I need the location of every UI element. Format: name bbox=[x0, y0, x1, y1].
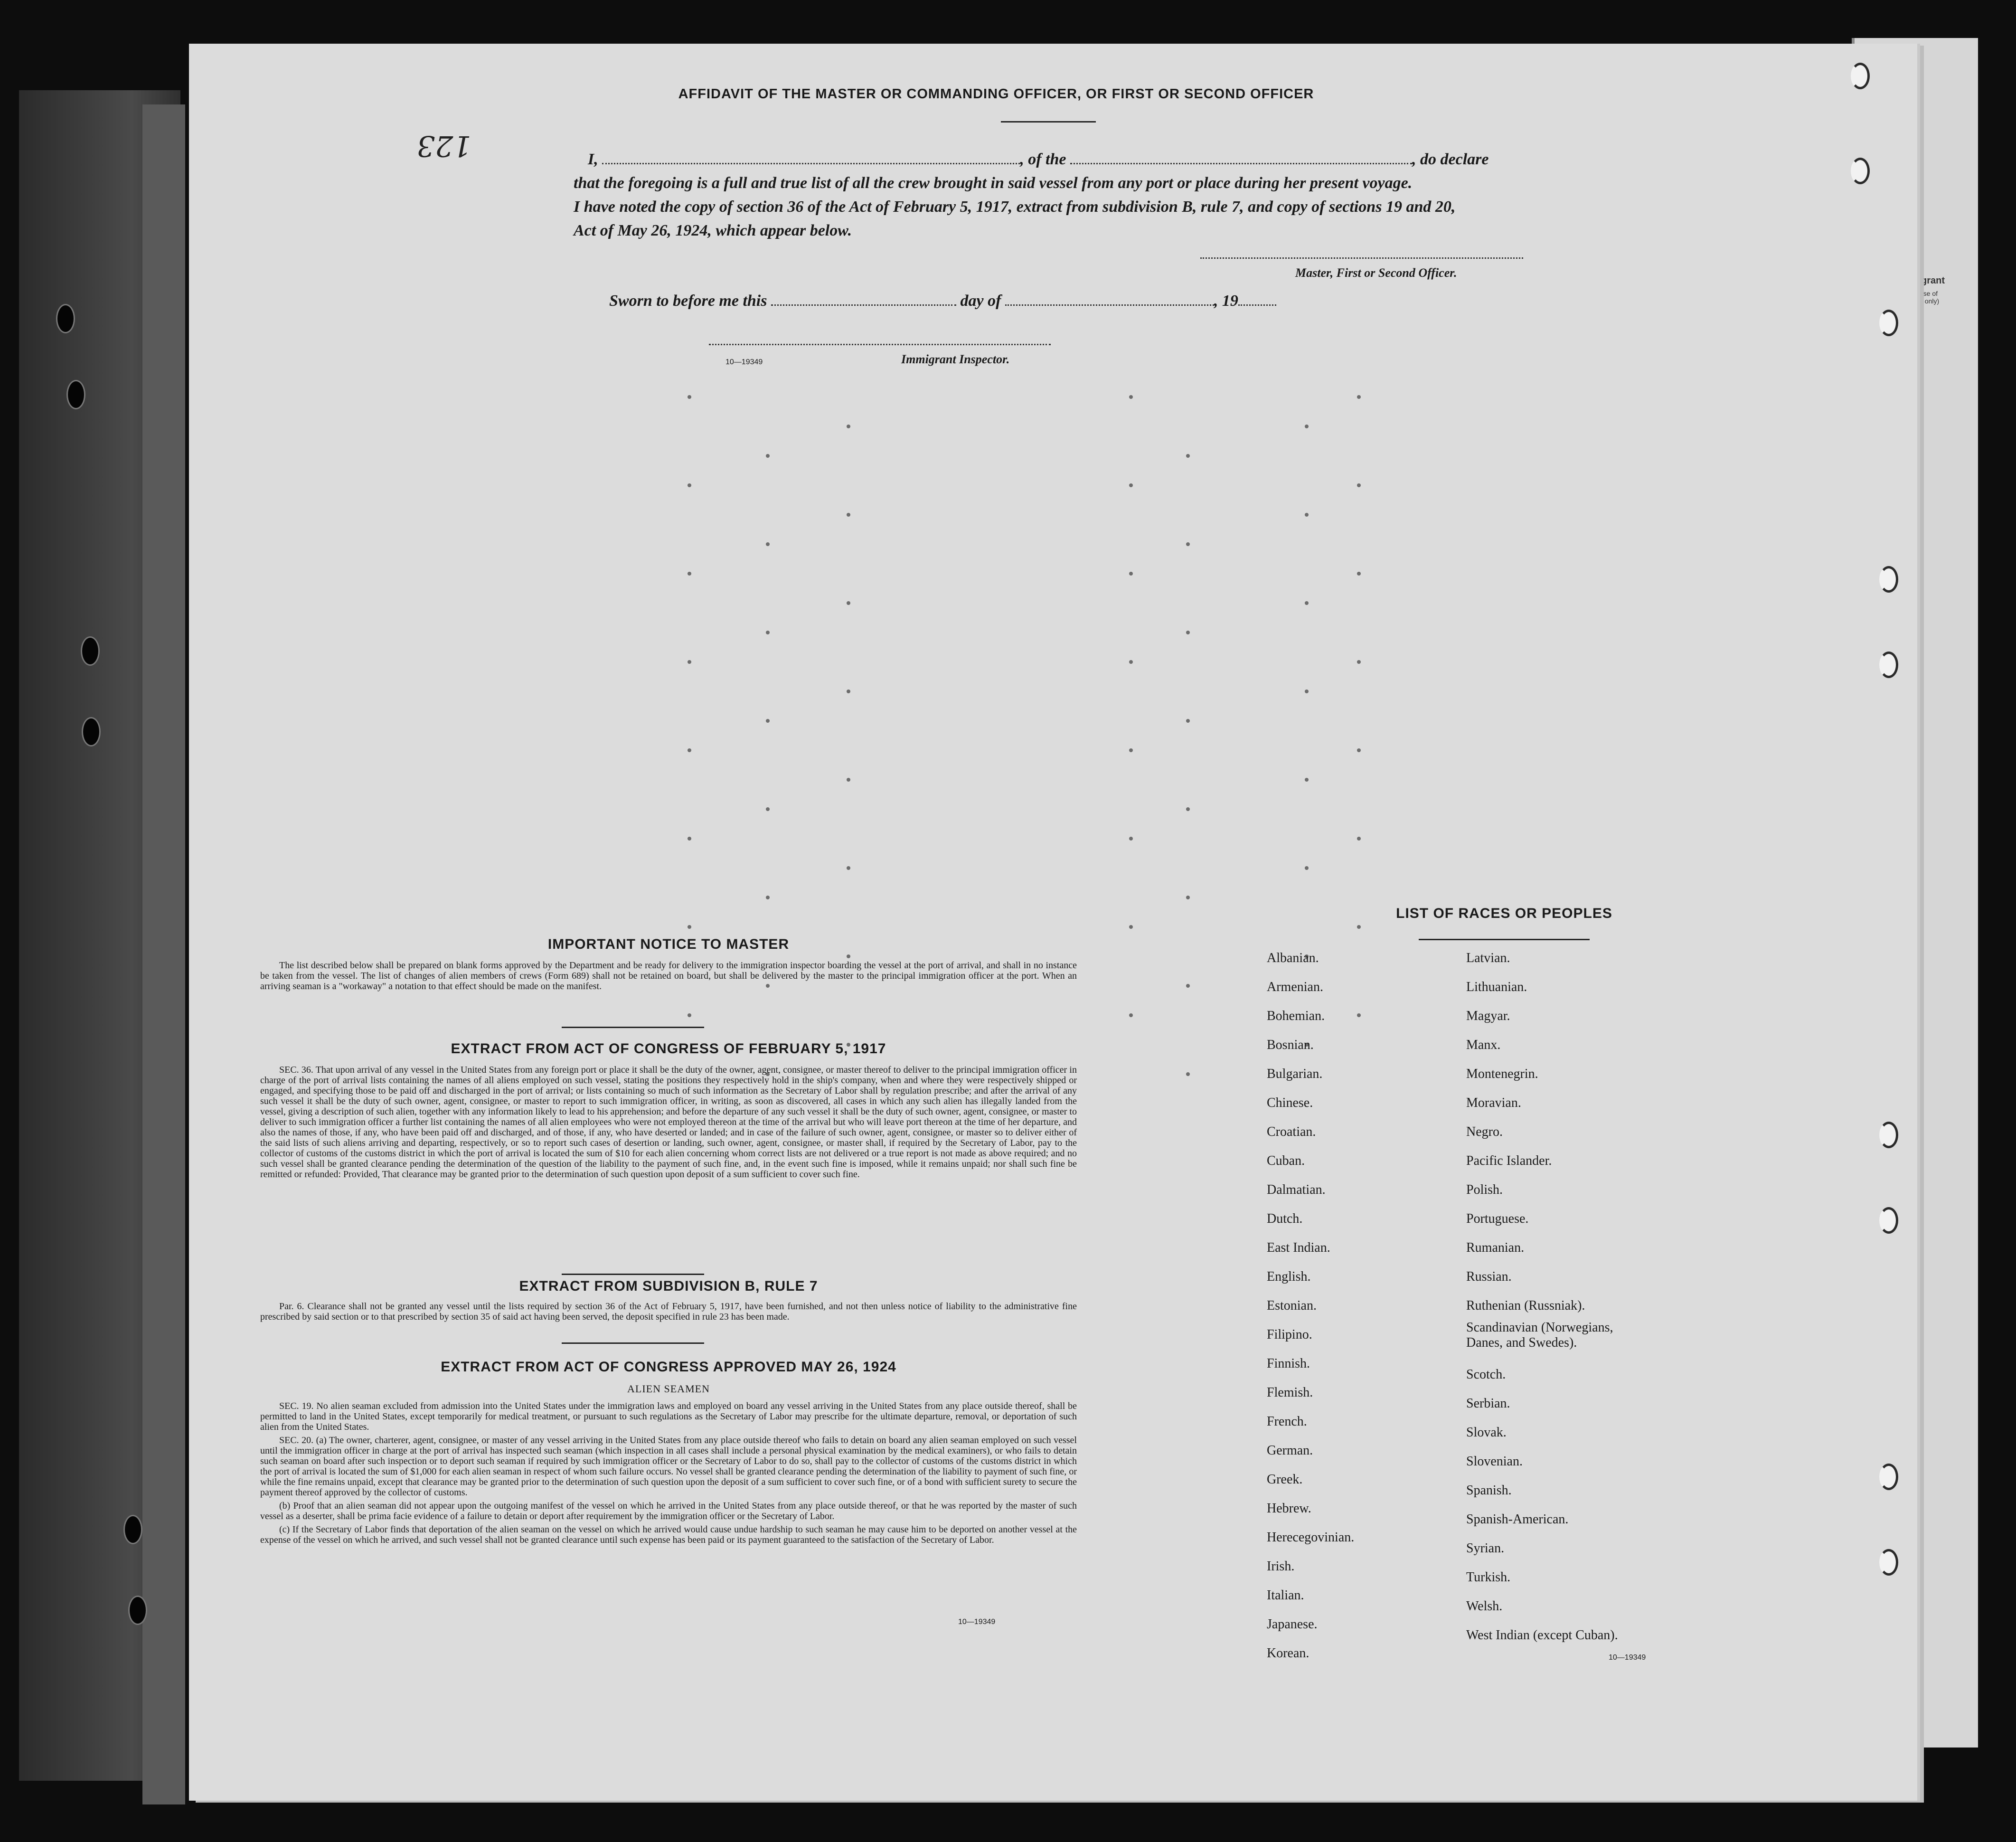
speck-mark bbox=[1357, 925, 1361, 929]
binder-hole bbox=[81, 636, 100, 666]
title-rule bbox=[1001, 121, 1096, 123]
ring-icon bbox=[1851, 63, 1870, 89]
section-rule bbox=[562, 1027, 704, 1028]
races-rule bbox=[1419, 939, 1590, 940]
race-item: Slovenian. bbox=[1466, 1454, 1523, 1469]
speck-mark bbox=[766, 631, 770, 634]
sec-20a-paragraph: SEC. 20. (a) The owner, charterer, agent, consignee, or master of any vessel arriving in the United States from any place outside thereof who fails to detain on board any alien seaman employed on such vessel until the immigration officer in charge at the port of arrival has inspected such seaman (which inspection in all cases shall include a personal physical examination by the medical examiners), or who fails to detain such seaman on board after such inspection or to deport such seaman if required by such immigration officer or the Secretary of Labor to do so, shall pay to the collector of customs of the customs district in which the port of arrival is located the sum of $1,000 for each alien seaman in respect of whom such failure occurs. No vessel shall be granted clearance pending the determination of the liability to payment of such fine, or while the fine remains unpaid, except that clearance may be granted prior to the determination of such question upon the deposit of a sum sufficient to cover such fine, or of a bond with sufficient surety to secure the payment thereof approved by the collector of customs. bbox=[260, 1435, 1077, 1498]
inspector-label: Immigrant Inspector. bbox=[901, 352, 1010, 366]
race-item: Armenian. bbox=[1267, 980, 1323, 994]
race-item: Scandinavian (Norwegians, Danes, and Swedes). bbox=[1466, 1320, 1613, 1350]
section-rule bbox=[562, 1274, 704, 1275]
sec-20b-paragraph: (b) Proof that an alien seaman did not appear upon the outgoing manifest of the vessel on which he arrived in the United States from any place outside thereof, or that he was reported by the master of such vessel as a deserter, shall be prima facie evidence of a failure to detain or deport after requirement by the immigration officer or the Secretary of Labor. bbox=[260, 1501, 1077, 1521]
affidavit-title: AFFIDAVIT OF THE MASTER OR COMMANDING OFFICER, OR FIRST OR SECOND OFFICER bbox=[678, 86, 1314, 102]
race-item: Magyar. bbox=[1466, 1009, 1510, 1023]
speck-mark bbox=[1129, 748, 1133, 752]
speck-mark bbox=[1186, 807, 1190, 811]
speck-mark bbox=[1357, 483, 1361, 487]
extract-1924-text bbox=[260, 1401, 1077, 1548]
extract-rule7-text bbox=[260, 1301, 1077, 1325]
ring-icon bbox=[1851, 158, 1870, 184]
extract-1917-title: EXTRACT FROM ACT OF CONGRESS OF FEBRUARY 5, 1917 bbox=[451, 1041, 886, 1057]
speck-mark bbox=[1357, 660, 1361, 664]
sworn-year-label: , 19 bbox=[1214, 292, 1238, 310]
speck-mark bbox=[1129, 1013, 1133, 1017]
speck-mark bbox=[766, 454, 770, 458]
race-item: Dalmatian. bbox=[1267, 1182, 1326, 1197]
affidavit-i: I, bbox=[588, 151, 598, 168]
sworn-day-field[interactable] bbox=[771, 304, 956, 306]
speck-mark bbox=[847, 690, 850, 693]
race-item: Portuguese. bbox=[1466, 1211, 1529, 1226]
speck-mark bbox=[766, 896, 770, 899]
speck-mark bbox=[688, 748, 691, 752]
race-item: East Indian. bbox=[1267, 1240, 1330, 1255]
binder-hole bbox=[128, 1596, 147, 1625]
extract-1924-title: EXTRACT FROM ACT OF CONGRESS APPROVED MAY 26, 1924 bbox=[441, 1359, 896, 1375]
race-item: Italian. bbox=[1267, 1588, 1304, 1603]
sec-20c-paragraph: (c) If the Secretary of Labor finds that deportation of the alien seaman on the vessel on which he arrived would cause undue hardship to such seaman he may cause him to be deported on another vessel at the expense of the vessel on which he arrived, and such vessel shall not be granted clearance until such expense has been paid or its payment guaranteed to the satisfaction of the Secretary of Labor. bbox=[260, 1524, 1077, 1545]
speck-mark bbox=[1186, 719, 1190, 723]
speck-mark bbox=[1305, 778, 1309, 782]
ring-icon bbox=[1879, 1464, 1898, 1490]
extract-rule7-title: EXTRACT FROM SUBDIVISION B, RULE 7 bbox=[519, 1278, 818, 1294]
speck-mark bbox=[1305, 601, 1309, 605]
race-item: Spanish-American. bbox=[1466, 1512, 1569, 1527]
speck-mark bbox=[766, 719, 770, 723]
race-item: Moravian. bbox=[1466, 1096, 1521, 1110]
races-left-column bbox=[1267, 944, 1354, 1668]
race-item: Welsh. bbox=[1466, 1599, 1503, 1614]
race-item: German. bbox=[1267, 1443, 1313, 1458]
race-item: Estonian. bbox=[1267, 1298, 1317, 1313]
sworn-year-field[interactable] bbox=[1238, 304, 1276, 306]
speck-mark bbox=[1186, 454, 1190, 458]
section-rule bbox=[562, 1342, 704, 1344]
par-6-paragraph: Par. 6. Clearance shall not be granted any vessel until the lists required by section 36 of the Act of February 5, 1917, have been furnished, and not then unless notice of liability to the administrative fine prescribed by said section or to that prescribed by section 35 of said act having been served, the deposit specified in rule 23 has been made. bbox=[260, 1301, 1077, 1322]
speck-mark bbox=[1186, 542, 1190, 546]
extract-1917-text bbox=[260, 1065, 1077, 1182]
speck-mark bbox=[1186, 631, 1190, 634]
speck-mark bbox=[688, 1013, 691, 1017]
speck-mark bbox=[1129, 837, 1133, 841]
race-item: Negro. bbox=[1466, 1124, 1503, 1139]
binder-hole bbox=[123, 1515, 142, 1544]
speck-mark bbox=[1357, 395, 1361, 399]
notice-paragraph: The list described below shall be prepared on blank forms approved by the Department and be ready for delivery to the immigration inspector boarding the vessel at the port of arrival, and shall in no instance be taken from the vessel. The list of changes of alien members of crews (Form 689) shall not be retained on board, but shall be delivered by the master to the principal immigration officer at the port. When an arriving seaman is a "workaway" a notation to that effect should be made on the manifest. bbox=[260, 960, 1077, 992]
back-page-tab-note: (se of t only) bbox=[1921, 290, 1940, 305]
speck-mark bbox=[1357, 837, 1361, 841]
alien-seamen-subtitle: ALIEN SEAMEN bbox=[627, 1383, 710, 1395]
speck-mark bbox=[1129, 925, 1133, 929]
affidavit-declare: , do declare bbox=[1412, 151, 1489, 168]
speck-mark bbox=[688, 925, 691, 929]
signature-label: Master, First or Second Officer. bbox=[1295, 266, 1457, 280]
race-item: Japanese. bbox=[1267, 1617, 1318, 1632]
race-item: Scotch. bbox=[1466, 1367, 1506, 1382]
speck-mark bbox=[847, 866, 850, 870]
form-code: 10—19349 bbox=[725, 358, 763, 366]
race-item: Korean. bbox=[1267, 1646, 1309, 1661]
sec-36-paragraph: SEC. 36. That upon arrival of any vessel in the United States from any foreign port or place it shall be the duty of the owner, agent, consignee, or master thereof to deliver to the principal immigration officer in charge of the port of arrival lists containing the names of all aliens employed on such vessel, stating the positions they respectively hold in the ship's company, when and where they were respectively shipped or engaged, and specifying those to be paid off and discharged in the port of arrival; or lists containing so much of such information as the Secretary of Labor shall by regulation prescribe; and after the arrival of any such vessel it shall be the duty of such owner, agent, consignee, or master to report to such immigration officer, in writing, as soon as discovered, all cases in which any such alien has illegally landed from the vessel, giving a description of such alien, together with any information likely to lead to his apprehension; and before the departure of any such vessel it shall be the duty of such owner, agent, consignee, or master to deliver to such immigration officer a further list containing the names of all alien employees who were not employed thereon at the time of the arrival but who will leave port thereon at the time of her departure, and also the names of those, if any, who have been paid off and discharged, and of those, if any, who have deserted or landed; and in case of the failure of such owner, agent, consignee, or master so to deliver either of the said lists of such aliens arriving and departing, respectively, or so to report such cases of desertion or landing, such owner, agent, consignee, or master shall, if required by the Secretary of Labor, pay to the collector of customs of the customs district in which the port of arrival is located the sum of $10 for each alien concerning whom correct lists are not delivered or a true report is not made as above required; and no such vessel shall be granted clearance pending the determination of the question of the liability to the payment of such fine, and, in the event such fine is imposed, while it remains unpaid; nor shall such fine be remitted or refunded: Provided, That clearance may be granted prior to the determination of such question upon deposit of a sum sufficient to cover such fine. bbox=[260, 1065, 1077, 1180]
speck-mark bbox=[1305, 866, 1309, 870]
speck-mark bbox=[847, 513, 850, 517]
race-item: Greek. bbox=[1267, 1472, 1303, 1487]
race-item: Finnish. bbox=[1267, 1356, 1310, 1371]
speck-mark bbox=[1186, 984, 1190, 988]
speck-mark bbox=[1357, 748, 1361, 752]
race-item: Irish. bbox=[1267, 1559, 1295, 1574]
binder-hole bbox=[82, 717, 101, 746]
speck-mark bbox=[688, 395, 691, 399]
binder-edge bbox=[142, 104, 185, 1804]
races-right-column bbox=[1466, 944, 1647, 1650]
form-code: 10—19349 bbox=[958, 1618, 996, 1626]
manifest-page bbox=[189, 44, 1917, 1801]
race-item: Montenegrin. bbox=[1466, 1067, 1538, 1081]
vessel-field[interactable] bbox=[1070, 163, 1412, 164]
race-item: Polish. bbox=[1466, 1182, 1503, 1197]
notice-text bbox=[260, 960, 1077, 994]
binder-hole bbox=[56, 304, 75, 333]
speck-mark bbox=[1129, 483, 1133, 487]
name-field[interactable] bbox=[602, 163, 1020, 164]
sworn-label: Sworn to before me this bbox=[609, 292, 767, 310]
inspector-signature-field[interactable] bbox=[709, 344, 1051, 345]
speck-mark bbox=[766, 807, 770, 811]
ring-icon bbox=[1879, 566, 1898, 593]
ring-icon bbox=[1879, 1207, 1898, 1234]
speck-mark bbox=[1186, 896, 1190, 899]
speck-mark bbox=[766, 542, 770, 546]
affidavit-of-the: , of the bbox=[1020, 151, 1066, 168]
sworn-line bbox=[609, 292, 1276, 310]
speck-mark bbox=[688, 572, 691, 576]
race-item: Serbian. bbox=[1466, 1396, 1510, 1411]
sec-19-paragraph: SEC. 19. No alien seaman excluded from admission into the United States under the immigration laws and employed on board any vessel arriving in the United States from any place outside thereof, shall be permitted to land in the United States, except temporarily for medical treatment, or pursuant to such regulations as the Secretary of Labor may prescribe for the ultimate departure, removal, or deportation of such alien from the United States. bbox=[260, 1401, 1077, 1432]
race-item: Bosnian. bbox=[1267, 1038, 1314, 1052]
speck-mark bbox=[847, 425, 850, 428]
speck-mark bbox=[1186, 1072, 1190, 1076]
race-item: English. bbox=[1267, 1269, 1311, 1284]
race-item: West Indian (except Cuban). bbox=[1466, 1628, 1618, 1643]
speck-mark bbox=[688, 660, 691, 664]
races-title: LIST OF RACES OR PEOPLES bbox=[1396, 906, 1612, 921]
speck-mark bbox=[1129, 660, 1133, 664]
race-item: Filipino. bbox=[1267, 1327, 1312, 1342]
race-item: Ruthenian (Russniak). bbox=[1466, 1298, 1585, 1313]
race-item: Rumanian. bbox=[1466, 1240, 1525, 1255]
race-item: Cuban. bbox=[1267, 1153, 1305, 1168]
race-item: Pacific Islander. bbox=[1466, 1153, 1552, 1168]
race-item: Slovak. bbox=[1466, 1425, 1507, 1440]
race-item: Latvian. bbox=[1466, 951, 1510, 965]
race-item: Spanish. bbox=[1466, 1483, 1512, 1498]
race-item: Flemish. bbox=[1267, 1385, 1313, 1400]
race-item: Chinese. bbox=[1267, 1096, 1313, 1110]
speck-mark bbox=[1357, 572, 1361, 576]
affidavit-line-4: Act of May 26, 1924, which appear below. bbox=[574, 222, 852, 239]
notice-title: IMPORTANT NOTICE TO MASTER bbox=[547, 936, 790, 952]
sworn-day-label: day of bbox=[960, 292, 1001, 310]
sworn-month-field[interactable] bbox=[1005, 304, 1214, 306]
race-item: Albanian. bbox=[1267, 951, 1319, 965]
race-item: Russian. bbox=[1466, 1269, 1512, 1284]
race-item: Turkish. bbox=[1466, 1570, 1511, 1585]
speck-mark bbox=[1129, 572, 1133, 576]
race-item: Croatian. bbox=[1267, 1124, 1316, 1139]
race-item: Dutch. bbox=[1267, 1211, 1303, 1226]
race-item: Herecegovinian. bbox=[1267, 1530, 1355, 1545]
race-item: Hebrew. bbox=[1267, 1501, 1311, 1516]
ring-icon bbox=[1879, 1549, 1898, 1576]
speck-mark bbox=[847, 954, 850, 958]
race-item: Bulgarian. bbox=[1267, 1067, 1323, 1081]
race-item: Manx. bbox=[1466, 1038, 1501, 1052]
speck-mark bbox=[1357, 1013, 1361, 1017]
speck-mark bbox=[847, 778, 850, 782]
race-item: Bohemian. bbox=[1267, 1009, 1325, 1023]
race-item: Syrian. bbox=[1466, 1541, 1505, 1556]
speck-mark bbox=[1129, 395, 1133, 399]
race-item: French. bbox=[1267, 1414, 1307, 1429]
speck-mark bbox=[847, 601, 850, 605]
ring-icon bbox=[1879, 652, 1898, 678]
race-item: Lithuanian. bbox=[1466, 980, 1527, 994]
speck-mark bbox=[1305, 690, 1309, 693]
speck-mark bbox=[688, 837, 691, 841]
binder-hole bbox=[66, 380, 85, 409]
affidavit-line-3: I have noted the copy of section 36 of the Act of February 5, 1917, extract from subdivision B, rule 7, and copy of sections 19 and 20, bbox=[574, 198, 1456, 216]
back-page-tab: grant bbox=[1921, 275, 1945, 286]
ring-icon bbox=[1879, 310, 1898, 336]
ring-icon bbox=[1879, 1122, 1898, 1148]
speck-mark bbox=[1305, 425, 1309, 428]
form-code: 10—19349 bbox=[1609, 1653, 1646, 1662]
speck-mark bbox=[688, 483, 691, 487]
affidavit-line-1 bbox=[588, 151, 1488, 169]
affidavit-line-2: that the foregoing is a full and true list of all the crew brought in said vessel from any port or place during her present voyage. bbox=[574, 174, 1413, 192]
signature-field[interactable] bbox=[1200, 257, 1523, 259]
handwritten-number: 123 bbox=[417, 129, 471, 162]
speck-mark bbox=[1305, 513, 1309, 517]
